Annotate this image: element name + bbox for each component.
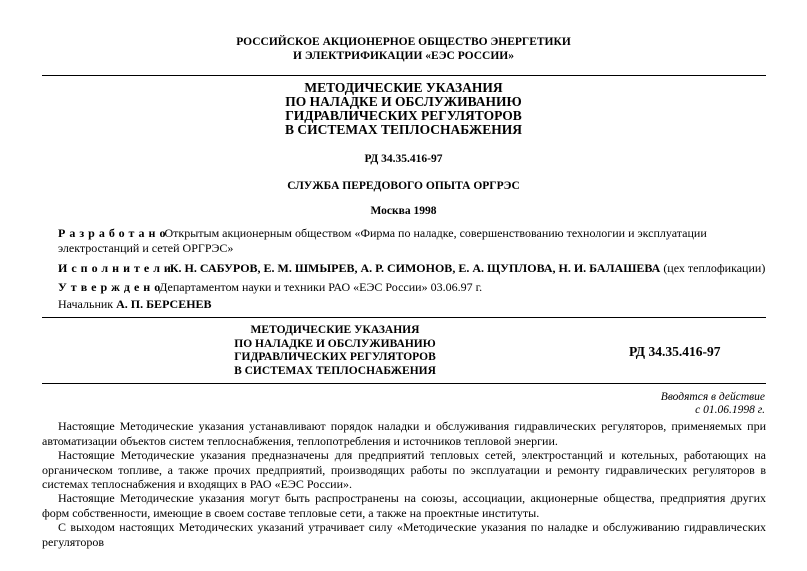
title-block-line-3: ГИДРАВЛИЧЕСКИХ РЕГУЛЯТОРОВ — [234, 351, 436, 363]
title-block — [180, 324, 490, 378]
document-number: РД 34.35.416-97 — [364, 153, 443, 165]
service-name: СЛУЖБА ПЕРЕДОВОГО ОПЫТА ОРГРЭС — [287, 180, 520, 192]
title-line-1: МЕТОДИЧЕСКИЕ УКАЗАНИЯ — [304, 80, 503, 95]
approved-by — [58, 280, 766, 295]
city-year: Москва 1998 — [370, 205, 437, 217]
document-title — [0, 81, 807, 137]
organization-header — [0, 35, 807, 63]
title-line-4: В СИСТЕМАХ ТЕПЛОСНАБЖЕНИЯ — [285, 122, 522, 137]
paragraph-1: Настоящие Методические указания устанавливают порядок наладки и обслуживания гидравлических регуляторов, применяемых при автоматизации объектов систем теплоснабжения, теплопотребления и источников тепловой энергии. — [42, 419, 766, 448]
paragraph-2: Настоящие Методические указания предназначены для предприятий тепловых сетей, электростанций и котельных, работающих на органическом топливе, а также прочих предприятий, производящих работы по эксплуатации и ремонту гидравлических регуляторов в системах теплоснабжения и входящих в РАО «ЕЭС России». — [42, 448, 766, 491]
chief — [58, 297, 766, 312]
chief-label: Начальник — [58, 297, 114, 311]
paragraph-3: Настоящие Методические указания могут быть распространены на союзы, ассоциации, акционерные общества, предприятия других форм собственности, имеющие в своем составе тепловые сети, а также на проектные институты. — [42, 491, 766, 520]
title-block-top-divider — [42, 317, 766, 318]
title-block-doc-number: РД 34.35.416-97 — [629, 344, 721, 359]
chief-name: А. П. БЕРСЕНЕВ — [116, 297, 212, 311]
developed-label: Разработано — [58, 226, 170, 240]
executors-label: Исполнители — [58, 261, 175, 275]
title-block-line-4: В СИСТЕМАХ ТЕПЛОСНАБЖЕНИЯ — [234, 364, 436, 377]
top-divider — [42, 75, 766, 76]
effective-line-2: с 01.06.1998 г. — [695, 404, 765, 416]
effective-line-1: Вводятся в действие — [660, 391, 765, 403]
approved-text: Департаментом науки и техники РАО «ЕЭС России» 03.06.97 г. — [159, 280, 483, 294]
approved-label: Утверждено — [58, 280, 165, 294]
developed-text: Открытым акционерным обществом «Фирма по наладке, совершенствованию технологии и эксплуатации электростанций и сетей ОРГРЭС» — [58, 226, 707, 255]
title-line-2: ПО НАЛАДКЕ И ОБСЛУЖИВАНИЮ — [285, 94, 522, 109]
title-line-3: ГИДРАВЛИЧЕСКИХ РЕГУЛЯТОРОВ — [285, 108, 522, 123]
paragraph-4: С выходом настоящих Методических указаний утрачивает силу «Методические указания по наладке и обслуживанию гидравлических регуляторов — [42, 520, 766, 549]
executors-names: К. Н. САБУРОВ, Е. М. ШМЫРЕВ, А. Р. СИМОНОВ, Е. А. ЩУПЛОВА, Н. И. БАЛАШЕВА — [169, 261, 661, 275]
executors — [58, 261, 766, 276]
executors-note: (цех теплофикации) — [663, 261, 766, 275]
developed-by — [58, 226, 766, 256]
org-line-1: РОССИЙСКОЕ АКЦИОНЕРНОЕ ОБЩЕСТВО ЭНЕРГЕТИКИ — [236, 36, 571, 48]
org-line-2: И ЭЛЕКТРИФИКАЦИИ «ЕЭС РОССИИ» — [293, 50, 514, 62]
title-block-bottom-divider — [42, 383, 766, 384]
title-block-line-1: МЕТОДИЧЕСКИЕ УКАЗАНИЯ — [250, 324, 420, 336]
title-block-line-2: ПО НАЛАДКЕ И ОБСЛУЖИВАНИЮ — [234, 337, 436, 350]
